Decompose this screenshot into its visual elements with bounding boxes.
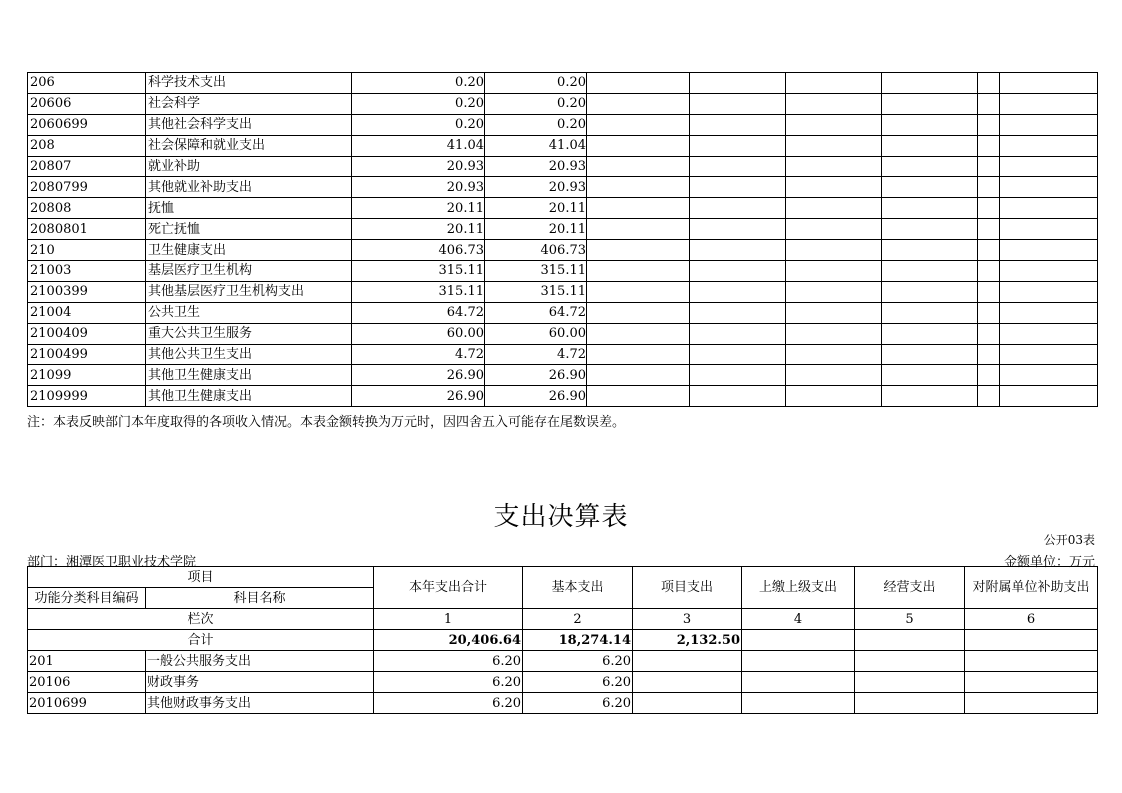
row-code: 2080799 (28, 177, 146, 198)
row-amount: 20.93 (485, 177, 587, 198)
empty-cell (882, 240, 978, 261)
empty-cell (690, 261, 786, 282)
empty-cell (587, 323, 690, 344)
column-number: 3 (633, 609, 742, 630)
empty-cell (882, 261, 978, 282)
empty-cell (633, 672, 742, 693)
empty-cell (690, 177, 786, 198)
row-total: 20.93 (352, 177, 485, 198)
row-code: 20606 (28, 93, 146, 114)
row-name: 社会保障和就业支出 (146, 135, 352, 156)
empty-cell (786, 261, 882, 282)
empty-cell (855, 651, 965, 672)
row-total: 6.20 (374, 693, 523, 714)
row-total: 315.11 (352, 281, 485, 302)
row-amount: 60.00 (485, 323, 587, 344)
amount-unit-label: 金额单位：万元 (1003, 555, 1095, 570)
table-row (28, 693, 1098, 714)
table-row (28, 365, 1098, 386)
row-total: 0.20 (352, 114, 485, 135)
empty-cell (690, 135, 786, 156)
row-name: 基层医疗卫生机构 (146, 261, 352, 282)
row-total: 406.73 (352, 240, 485, 261)
empty-cell (1000, 93, 1098, 114)
row-code: 2100399 (28, 281, 146, 302)
table-row (28, 281, 1098, 302)
empty-cell (882, 73, 978, 94)
empty-cell (690, 156, 786, 177)
sum-basic: 18,274.14 (523, 630, 633, 651)
empty-cell (786, 323, 882, 344)
empty-cell (965, 651, 1098, 672)
empty-cell (786, 219, 882, 240)
empty-cell (633, 693, 742, 714)
empty-cell (978, 114, 1000, 135)
row-total: 6.20 (374, 672, 523, 693)
empty-cell (1000, 177, 1098, 198)
empty-cell (1000, 365, 1098, 386)
row-amount: 26.90 (485, 386, 587, 407)
empty-cell (882, 93, 978, 114)
column-number: 4 (742, 609, 855, 630)
header-row-1 (28, 567, 1098, 588)
empty-cell (882, 114, 978, 135)
row-code: 2100409 (28, 323, 146, 344)
header-name: 科目名称 (146, 588, 374, 609)
empty-cell (690, 240, 786, 261)
empty-cell (1000, 386, 1098, 407)
table-row (28, 261, 1098, 282)
empty-cell (882, 281, 978, 302)
header-total: 本年支出合计 (374, 567, 523, 609)
empty-cell (587, 240, 690, 261)
department-label: 部门：湘潭医卫职业技术学院 (27, 555, 197, 570)
row-amount: 20.11 (485, 198, 587, 219)
row-basic: 6.20 (523, 672, 633, 693)
row-amount: 0.20 (485, 114, 587, 135)
empty-cell (690, 73, 786, 94)
empty-cell (978, 198, 1000, 219)
row-total: 315.11 (352, 261, 485, 282)
sum-operating (855, 630, 965, 651)
row-amount: 64.72 (485, 302, 587, 323)
row-name: 一般公共服务支出 (146, 651, 374, 672)
row-total: 4.72 (352, 344, 485, 365)
row-total: 41.04 (352, 135, 485, 156)
empty-cell (882, 135, 978, 156)
table-note: 注：本表反映部门本年度取得的各项收入情况。本表金额转换为万元时，因四舍五入可能存在尾数误差。 (27, 415, 626, 430)
row-name: 科学技术支出 (146, 73, 352, 94)
row-code: 2010699 (28, 693, 146, 714)
empty-cell (587, 73, 690, 94)
row-amount: 0.20 (485, 73, 587, 94)
empty-cell (882, 323, 978, 344)
empty-cell (882, 219, 978, 240)
row-code: 2060699 (28, 114, 146, 135)
empty-cell (786, 365, 882, 386)
row-name: 财政事务 (146, 672, 374, 693)
empty-cell (978, 302, 1000, 323)
row-amount: 20.11 (485, 219, 587, 240)
header-operating: 经营支出 (855, 567, 965, 609)
sum-subsidy (965, 630, 1098, 651)
empty-cell (786, 177, 882, 198)
row-amount: 0.20 (485, 93, 587, 114)
empty-cell (633, 651, 742, 672)
row-total: 20.11 (352, 198, 485, 219)
empty-cell (1000, 302, 1098, 323)
empty-cell (786, 93, 882, 114)
row-amount: 406.73 (485, 240, 587, 261)
row-amount: 20.93 (485, 156, 587, 177)
empty-cell (690, 344, 786, 365)
empty-cell (855, 693, 965, 714)
empty-cell (1000, 135, 1098, 156)
row-amount: 315.11 (485, 281, 587, 302)
empty-cell (690, 114, 786, 135)
table-row (28, 135, 1098, 156)
table-row (28, 344, 1098, 365)
empty-cell (1000, 198, 1098, 219)
empty-cell (786, 281, 882, 302)
empty-cell (978, 281, 1000, 302)
table-row (28, 156, 1098, 177)
empty-cell (978, 93, 1000, 114)
row-code: 21003 (28, 261, 146, 282)
table-row (28, 177, 1098, 198)
header-upper: 上缴上级支出 (742, 567, 855, 609)
empty-cell (742, 693, 855, 714)
row-name: 其他就业补助支出 (146, 177, 352, 198)
empty-cell (965, 672, 1098, 693)
row-total: 64.72 (352, 302, 485, 323)
empty-cell (690, 93, 786, 114)
empty-cell (1000, 73, 1098, 94)
empty-cell (587, 135, 690, 156)
row-name: 其他卫生健康支出 (146, 386, 352, 407)
table-row (28, 73, 1098, 94)
row-code: 201 (28, 651, 146, 672)
empty-cell (587, 156, 690, 177)
row-total: 6.20 (374, 651, 523, 672)
empty-cell (587, 177, 690, 198)
row-amount: 26.90 (485, 365, 587, 386)
table-row (28, 302, 1098, 323)
table-row (28, 386, 1098, 407)
row-code: 21004 (28, 302, 146, 323)
empty-cell (882, 365, 978, 386)
row-code: 208 (28, 135, 146, 156)
column-number: 1 (374, 609, 523, 630)
row-name: 卫生健康支出 (146, 240, 352, 261)
empty-cell (978, 135, 1000, 156)
empty-cell (978, 261, 1000, 282)
row-name: 社会科学 (146, 93, 352, 114)
empty-cell (786, 135, 882, 156)
row-name: 抚恤 (146, 198, 352, 219)
empty-cell (882, 177, 978, 198)
empty-cell (690, 219, 786, 240)
empty-cell (1000, 281, 1098, 302)
empty-cell (786, 114, 882, 135)
column-number: 2 (523, 609, 633, 630)
row-total: 20.11 (352, 219, 485, 240)
header-basic: 基本支出 (523, 567, 633, 609)
row-total: 0.20 (352, 93, 485, 114)
empty-cell (587, 93, 690, 114)
empty-cell (690, 386, 786, 407)
empty-cell (786, 344, 882, 365)
row-code: 206 (28, 73, 146, 94)
empty-cell (587, 198, 690, 219)
empty-cell (1000, 240, 1098, 261)
empty-cell (978, 219, 1000, 240)
empty-cell (978, 386, 1000, 407)
empty-cell (690, 323, 786, 344)
header-subsidy: 对附属单位补助支出 (965, 567, 1098, 609)
column-number: 6 (965, 609, 1098, 630)
table-code-label: 公开03表 (1043, 533, 1095, 547)
empty-cell (882, 302, 978, 323)
empty-cell (786, 156, 882, 177)
table-row (28, 219, 1098, 240)
row-total: 26.90 (352, 386, 485, 407)
sum-row (28, 630, 1098, 651)
row-name: 就业补助 (146, 156, 352, 177)
row-code: 20106 (28, 672, 146, 693)
sum-upper (742, 630, 855, 651)
row-code: 20808 (28, 198, 146, 219)
row-code: 210 (28, 240, 146, 261)
table-row (28, 323, 1098, 344)
column-number-row (28, 609, 1098, 630)
row-basic: 6.20 (523, 693, 633, 714)
row-amount: 315.11 (485, 261, 587, 282)
empty-cell (690, 302, 786, 323)
empty-cell (587, 302, 690, 323)
column-number: 5 (855, 609, 965, 630)
row-name: 公共卫生 (146, 302, 352, 323)
row-name: 其他卫生健康支出 (146, 365, 352, 386)
sum-label: 合计 (28, 630, 374, 651)
empty-cell (690, 281, 786, 302)
empty-cell (587, 344, 690, 365)
empty-cell (1000, 114, 1098, 135)
empty-cell (855, 672, 965, 693)
row-amount: 41.04 (485, 135, 587, 156)
row-total: 20.93 (352, 156, 485, 177)
empty-cell (965, 693, 1098, 714)
row-name: 其他社会科学支出 (146, 114, 352, 135)
row-code: 21099 (28, 365, 146, 386)
table-row (28, 240, 1098, 261)
table-row (28, 114, 1098, 135)
expenditure-table (27, 566, 1098, 714)
empty-cell (786, 386, 882, 407)
empty-cell (786, 73, 882, 94)
header-code: 功能分类科目编码 (28, 588, 146, 609)
row-name: 其他公共卫生支出 (146, 344, 352, 365)
empty-cell (690, 198, 786, 219)
empty-cell (1000, 261, 1098, 282)
empty-cell (587, 365, 690, 386)
empty-cell (882, 198, 978, 219)
sum-total: 20,406.64 (374, 630, 523, 651)
row-name: 其他基层医疗卫生机构支出 (146, 281, 352, 302)
empty-cell (882, 156, 978, 177)
empty-cell (882, 344, 978, 365)
empty-cell (978, 156, 1000, 177)
empty-cell (786, 240, 882, 261)
empty-cell (882, 386, 978, 407)
header-project: 项目支出 (633, 567, 742, 609)
row-total: 26.90 (352, 365, 485, 386)
row-total: 60.00 (352, 323, 485, 344)
income-detail-table (27, 72, 1098, 407)
row-amount: 4.72 (485, 344, 587, 365)
page-title: 支出决算表 (493, 502, 629, 532)
row-name: 其他财政事务支出 (146, 693, 374, 714)
table-row (28, 651, 1098, 672)
empty-cell (1000, 156, 1098, 177)
table-row (28, 672, 1098, 693)
table-row (28, 198, 1098, 219)
empty-cell (978, 73, 1000, 94)
empty-cell (742, 651, 855, 672)
header-item: 项目 (28, 567, 374, 588)
sum-project: 2,132.50 (633, 630, 742, 651)
empty-cell (978, 240, 1000, 261)
row-code: 2109999 (28, 386, 146, 407)
empty-cell (587, 386, 690, 407)
empty-cell (1000, 219, 1098, 240)
row-code: 2100499 (28, 344, 146, 365)
empty-cell (978, 365, 1000, 386)
empty-cell (786, 302, 882, 323)
row-basic: 6.20 (523, 651, 633, 672)
row-code: 2080801 (28, 219, 146, 240)
empty-cell (690, 365, 786, 386)
empty-cell (978, 177, 1000, 198)
empty-cell (1000, 323, 1098, 344)
row-code: 20807 (28, 156, 146, 177)
empty-cell (1000, 344, 1098, 365)
empty-cell (786, 198, 882, 219)
row-name: 重大公共卫生服务 (146, 323, 352, 344)
empty-cell (587, 281, 690, 302)
column-label: 栏次 (28, 609, 374, 630)
row-name: 死亡抚恤 (146, 219, 352, 240)
empty-cell (587, 261, 690, 282)
empty-cell (978, 323, 1000, 344)
row-total: 0.20 (352, 73, 485, 94)
empty-cell (978, 344, 1000, 365)
empty-cell (742, 672, 855, 693)
table-row (28, 93, 1098, 114)
empty-cell (587, 219, 690, 240)
empty-cell (587, 114, 690, 135)
